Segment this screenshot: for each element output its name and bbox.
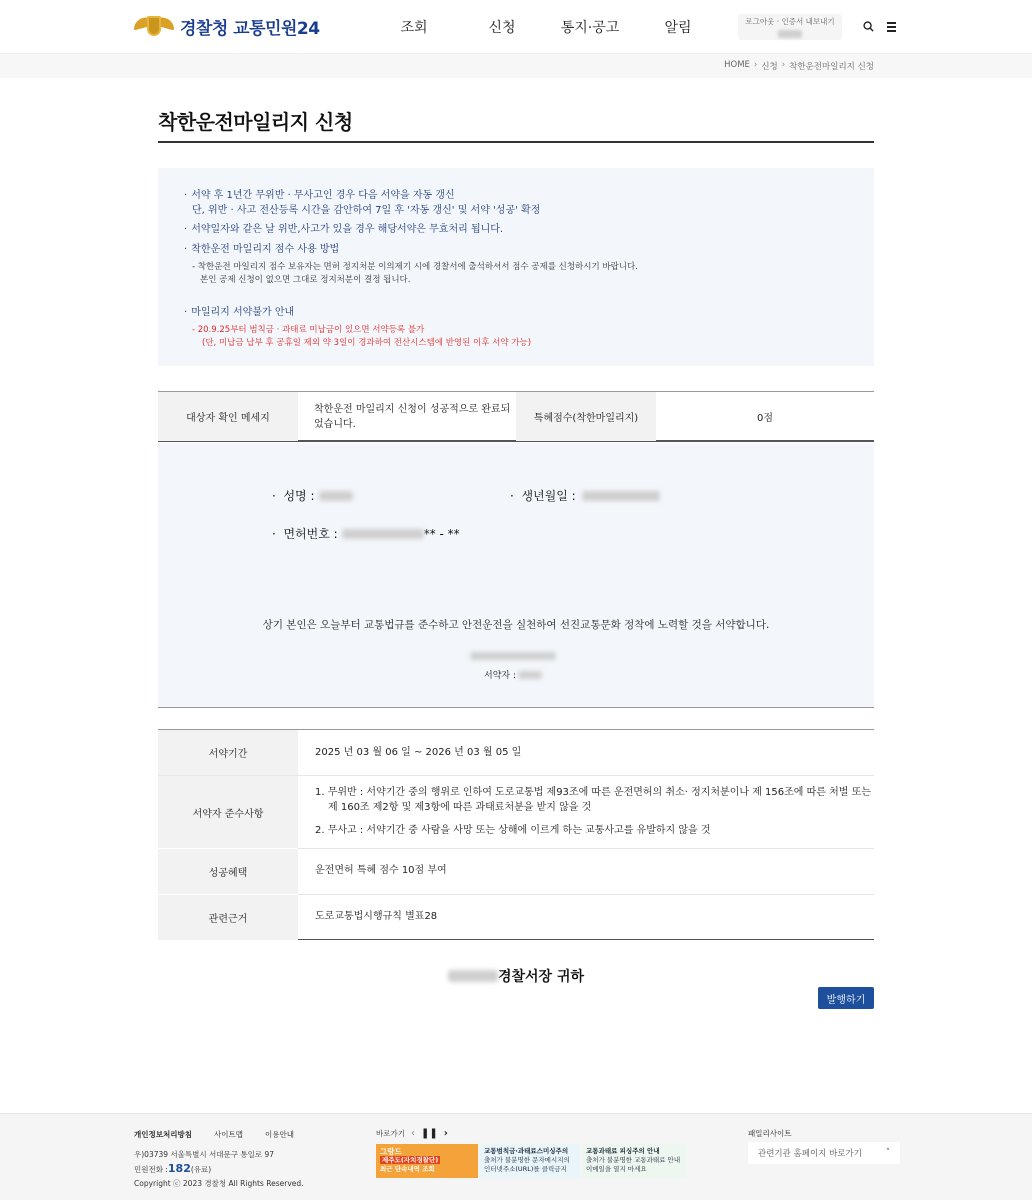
- nav-item-notice[interactable]: 통지·공고: [560, 20, 620, 36]
- period-value: 2025 년 03 월 06 일 ~ 2026 년 03 월 05 일: [315, 747, 522, 758]
- privacy-policy-link[interactable]: 개인정보처리방침: [134, 1130, 192, 1139]
- name-redacted: [319, 491, 353, 501]
- chevron-up-icon: ˄: [885, 1148, 890, 1158]
- row-divider: [298, 848, 874, 849]
- shortcut-label: 바로가기: [376, 1129, 405, 1138]
- nav-item-inquiry[interactable]: 조회: [400, 20, 428, 36]
- notice-line: · 착한운전 마일리지 점수 사용 방법: [184, 244, 340, 255]
- user-name-redacted: [778, 30, 802, 38]
- shortcut-bar: [376, 1128, 448, 1139]
- rule-1: 1. 무위반 : 서약기간 중의 행위로 인하여 도로교통법 제93조에 따른 운전면허의 취소· 정지처분이나 제 156조에 따른 처벌 또는: [315, 787, 871, 798]
- search-icon[interactable]: [863, 21, 874, 32]
- period-header: 서약기간: [158, 730, 298, 775]
- usage-guide-link[interactable]: 이용안내: [264, 1130, 294, 1139]
- pledge-license-field: · 면허번호 : ** - **: [272, 526, 460, 541]
- banner-smishing[interactable]: 교통범칙금·과태료스미싱주의 출처가 불분명한 문자메시지의 인터넷주소(URL)를 클릭금지: [480, 1144, 580, 1178]
- nav-item-apply[interactable]: 신청: [488, 20, 516, 36]
- police-station-redacted: [448, 970, 498, 982]
- target-info-table: [158, 391, 874, 442]
- pledge-birth-field: · 생년월일 :: [510, 487, 660, 504]
- closing-text: 경찰서장 귀하: [497, 969, 585, 985]
- address-text: 우)03739 서울특별시 서대문구 통일로 97: [134, 1150, 275, 1159]
- bonus-points-header: 특혜점수(착한마일리지): [516, 392, 656, 441]
- notice-line: - 착한운전 마일리지 점수 보유자는 면허 정지처분 이의제기 시에 경찰서에 출석하셔서 점수 공제를 신청하시기 바랍니다.: [192, 262, 638, 272]
- notice-warning-line: - 20.9.25부터 범칙금 · 과태료 미납금이 있으면 서약등록 불가: [192, 325, 425, 335]
- nav-item-alerts[interactable]: 알림: [664, 20, 692, 36]
- pledge-signer: 서약자 :: [484, 668, 542, 681]
- police-emblem-icon: [134, 12, 174, 40]
- notice-warning-line: (단, 미납금 납부 후 공휴일 제외 약 3일이 경과하여 전산시스템에 반영된 이후 서약 가능): [202, 338, 532, 348]
- breadcrumb-current: 착한운전마일리지 신청: [789, 62, 874, 72]
- footer-address: [134, 1148, 304, 1191]
- notice-line: · 서약 후 1년간 무위반 · 무사고인 경우 다음 서약을 자동 갱신: [184, 190, 455, 201]
- breadcrumb: [724, 60, 874, 72]
- pledge-terms-table: [158, 729, 874, 940]
- banner-phishing[interactable]: 교통과태료 피싱주의 안내 출처가 불분명한 교통과태료 안내 이메일을 열지 마세요: [582, 1144, 686, 1178]
- pledge-date-redacted: [470, 652, 556, 660]
- footer-links: [134, 1129, 294, 1140]
- pause-icon[interactable]: ❚❚: [420, 1128, 438, 1139]
- notice-box: [158, 168, 874, 366]
- notice-line: · 마일리지 서약불가 안내: [184, 307, 295, 318]
- breadcrumb-band: [0, 54, 1032, 78]
- breadcrumb-apply[interactable]: 신청: [761, 62, 778, 72]
- signer-name-redacted: [518, 671, 542, 679]
- title-divider: [158, 141, 874, 143]
- main-nav: [370, 17, 722, 37]
- bonus-points-value: 0점: [756, 413, 774, 424]
- license-number-redacted: [342, 529, 424, 539]
- site-footer: [0, 1113, 1032, 1200]
- rule-2: 2. 무사고 : 서약기간 중 사람을 사망 또는 상해에 이르게 하는 교통사고를 유발하지 않을 것: [315, 825, 711, 836]
- family-site-select[interactable]: 관련기관 홈페이지 바로가기 ˄: [748, 1142, 900, 1164]
- breadcrumb-home[interactable]: HOME: [724, 60, 750, 70]
- prev-arrow-icon[interactable]: ‹: [410, 1128, 415, 1139]
- rule-1-cont: 제 160조 제2항 및 제3항에 따른 과태료처분을 받지 않을 것: [328, 802, 592, 813]
- next-arrow-icon[interactable]: ›: [443, 1128, 448, 1139]
- sitemap-link[interactable]: 사이트맵: [213, 1130, 243, 1139]
- hamburger-menu-icon[interactable]: [887, 22, 896, 31]
- logo-text: 경찰청 교통민원24: [180, 18, 320, 39]
- banner-carousel: [376, 1144, 686, 1178]
- copyright: Copyright ⓒ 2023 경찰청 All Rights Reserved.: [134, 1179, 304, 1188]
- row-divider: [298, 894, 874, 895]
- logout-cert-export-label[interactable]: 로그아웃 · 인증서 내보내기: [745, 17, 835, 26]
- closing-addressee: [0, 966, 1032, 986]
- notice-line: · 서약일자와 같은 날 위반,사고가 있을 경우 해당서약은 무효처리 됩니다.: [184, 224, 504, 235]
- site-header: [0, 0, 1032, 54]
- pledge-name-field: · 성명 :: [272, 487, 353, 504]
- benefit-value: 운전면허 특혜 점수 10점 부여: [315, 865, 447, 876]
- benefit-header: 성공혜택: [158, 849, 298, 894]
- site-logo[interactable]: [134, 12, 320, 40]
- breadcrumb-chevron-icon: ›: [753, 60, 758, 70]
- notice-line: 본인 공제 신청이 없으면 그대로 정지처분이 결정 됩니다.: [200, 275, 411, 285]
- civil-tel: 민원전화 :182(유료): [134, 1162, 212, 1175]
- user-util-box[interactable]: [738, 14, 842, 40]
- target-message-header: 대상자 확인 메세지: [158, 392, 298, 441]
- birthdate-redacted: [582, 491, 660, 501]
- target-message-value: 착한운전 마일리지 신청이 성공적으로 완료되었습니다.: [314, 404, 511, 430]
- banner-jeju[interactable]: 그랑드 제주도(자치경찰단) 최근 단속내역 조회: [376, 1144, 478, 1178]
- pledge-panel: [158, 443, 874, 708]
- family-site-label: 패밀리사이트: [748, 1129, 792, 1138]
- basis-value: 도로교통법시행규칙 별표28: [315, 911, 438, 922]
- issue-button[interactable]: 발행하기: [818, 987, 874, 1009]
- license-number-masked: ** - **: [423, 526, 460, 541]
- breadcrumb-chevron-icon: ›: [781, 60, 786, 70]
- notice-line: 단, 위반 · 사고 전산등록 시간을 감안하여 7일 후 '자동 갱신' 및 서약 '성공' 확정: [192, 205, 541, 216]
- basis-header: 관련근거: [158, 895, 298, 940]
- pledge-statement: 상기 본인은 오늘부터 교통법규를 준수하고 안전운전을 실천하여 선진교통문화 정착에 노력할 것을 서약합니다.: [262, 619, 770, 631]
- page-title: 착한운전마일리지 신청: [158, 110, 353, 134]
- rules-header: 서약자 준수사항: [158, 776, 298, 848]
